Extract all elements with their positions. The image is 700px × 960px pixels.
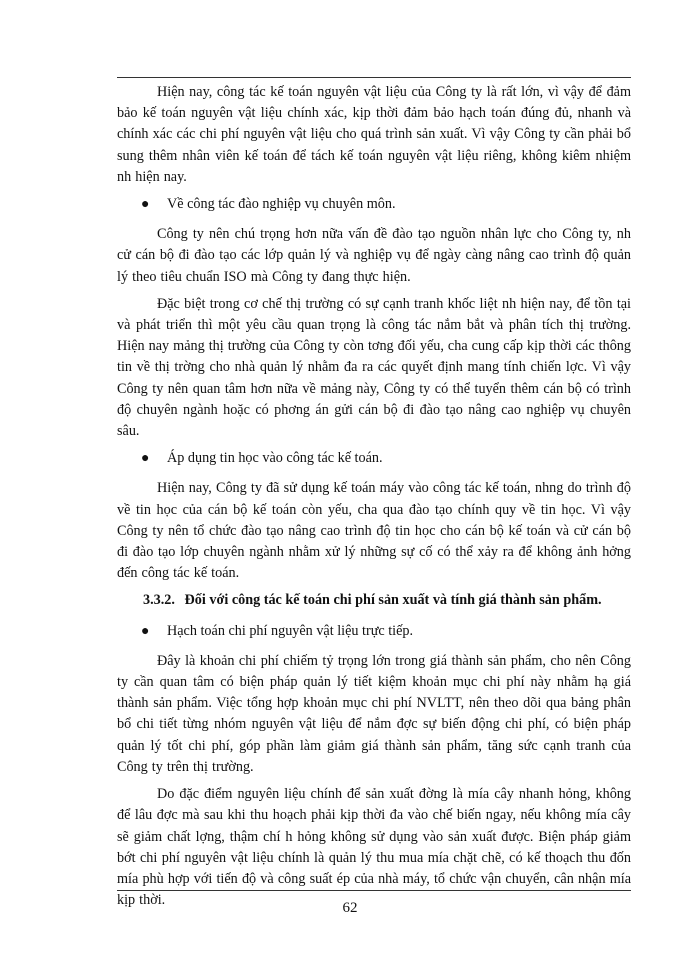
bullet-it	[117, 448, 631, 469]
bullet-dot-icon: ●	[141, 451, 150, 467]
paragraph-training: Công ty nên chú trọng hơn nữa vấn đề đào tạo nguồn nhân lực cho Công ty, nh cử cán bộ đi đào tạo các lớp quản lý và nghiệp vụ để ngày càng nâng cao trình độ quản lý theo tiêu chuẩn ISO mà Công ty đang thực hiện.	[117, 226, 631, 285]
bullet-direct-materials-text: Hạch toán chi phí nguyên vật liệu trực tiếp.	[167, 622, 414, 639]
paragraph-it: Hiện nay, Công ty đã sử dụng kế toán máy vào công tác kế toán, nhng do trình độ về tin học của cán bộ kế toán còn yếu, cha qua đào tạo chính quy về tin học. Vì vậy Công ty nên tổ chức đào tạo nâng cao trình độ tin học cho cán bộ kế toán và cử cán bộ đi đào tạo lớp chuyên ngành nhằm xử lý những sự cố có thể xảy ra để không ảnh hởng đến công tác kế toán.	[117, 480, 631, 582]
section-number: 3.3.2.	[143, 592, 175, 609]
bullet-training-text: Về công tác đào nghiệp vụ chuyên môn.	[167, 196, 396, 213]
bullet-it-text: Áp dụng tin học vào công tác kế toán.	[167, 450, 383, 467]
page-number: 62	[342, 900, 358, 916]
paragraph-market: Đặc biệt trong cơ chế thị trường có sự cạnh tranh khốc liệt nh hiện nay, để tồn tại và phát triển thì một yêu cầu quan trọng là công tác nắm bắt và phân tích thị trường. Hiện nay mảng thị trường của Công ty còn tơng đối yếu, cha cung cấp kịp thời các thông tin về thị trờng cho nhà quản lý nhằm đa ra các quyết định mang tính chiến lợc. Vì vậy Công ty nên quan tâm hơn nữa về mảng này, Công ty có thể tuyển thêm cán bộ có trình độ chuyên ngành hoặc có phơng án gửi cán bộ đi đào tạo nâng cao nghiệp vụ chuyên sâu.	[117, 295, 631, 440]
bullet-training	[117, 194, 631, 215]
footer-rule	[117, 890, 631, 891]
page-body	[117, 82, 631, 917]
paragraph-cost-share: Đây là khoản chi phí chiếm tỷ trọng lớn trong giá thành sản phẩm, cho nên Công ty cần quan tâm có biện pháp quản lý tiết kiệm khoản mục chi phí này nhằm hạ giá thành sản phẩm. Việc tổng hợp khoản mục chi phí NVLTT, nên theo dõi qua bảng phân bổ chi tiết từng nhóm nguyên vật liệu để nắm đợc sự biến động chi phí, có biện pháp quản lý tốt chi phí, góp phần làm giảm giá thành sản phẩm, tăng sức cạnh tranh của Công ty trên thị trường.	[117, 652, 631, 775]
bullet-direct-materials	[117, 621, 631, 642]
paragraph-sugarcane: Do đặc điểm nguyên liệu chính để sản xuất đờng là mía cây nhanh hỏng, không để lâu đợc mà sau khi thu hoạch phải kịp thời đa vào chế biến ngay, nếu không mía cây sẽ giảm chất lợng, thậm chí h hỏng không sử dụng vào sản xuất được. Biện pháp giảm bớt chi phí nguyên vật liệu chính là quản lý thu mua mía chặt chẽ, có kế thoạch thu đốn mía phù hợp với tiến độ và công suất ép của nhà máy, tổ chức vận chuyển, cân nhận mía kịp thời.	[117, 786, 631, 909]
bullet-dot-icon: ●	[141, 197, 150, 213]
section-title: Đối với công tác kế toán chi phí sản xuất và tính giá thành sản phẩm.	[184, 592, 602, 609]
section-heading	[117, 590, 631, 611]
paragraph-accounting-staff: Hiện nay, công tác kế toán nguyên vật liệu của Công ty là rất lớn, vì vậy để đảm bảo kế toán nguyên vật liệu chính xác, kịp thời đảm bảo hạch toán đúng đủ, nhanh và chính xác các chi phí nguyên vật liệu cho quá trình sản xuất. Vì vậy Công ty cần phải bổ sung thêm nhân viên kế toán để tách kế toán nguyên vật liệu riêng, không kiêm nhiệm nh hiện nay.	[117, 84, 631, 185]
bullet-dot-icon: ●	[141, 623, 150, 639]
header-rule	[117, 77, 631, 78]
